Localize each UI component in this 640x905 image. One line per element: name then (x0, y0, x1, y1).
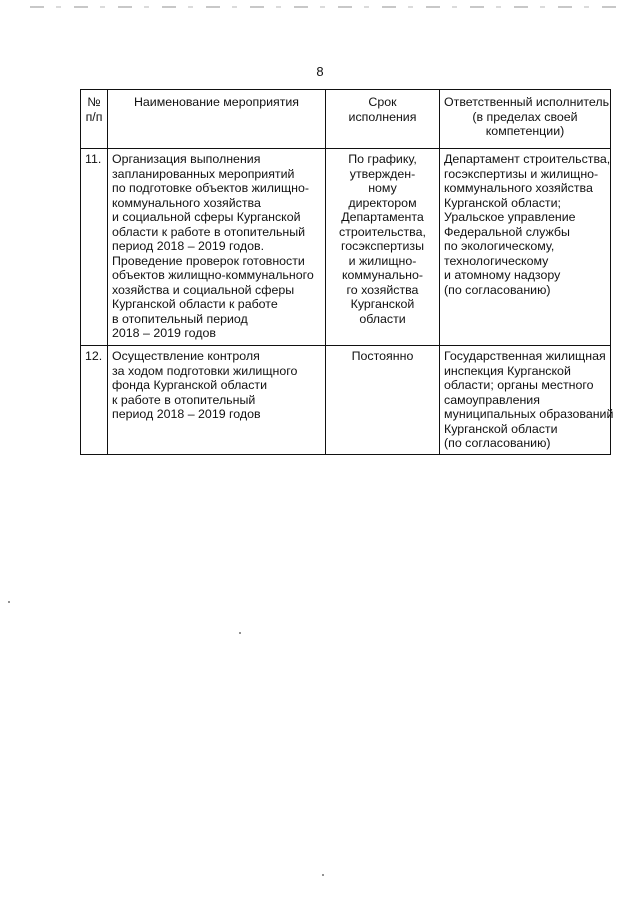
event-term (326, 346, 440, 455)
table-header-row (81, 90, 611, 149)
header-responsible-line: компетенции) (485, 124, 565, 138)
cell-line: за ходом подготовки жилищного (112, 363, 298, 378)
table-row (81, 346, 611, 455)
cell-line: коммунально- (341, 268, 424, 282)
cell-line: к работе в отопительный (112, 392, 256, 407)
header-num (81, 90, 108, 149)
cell-line: самоуправления (444, 392, 540, 407)
scan-speck (322, 874, 324, 876)
cell-line: коммунального хозяйства (112, 195, 261, 210)
header-term (326, 90, 440, 149)
cell-line: (по согласованию) (444, 282, 551, 297)
cell-line: Государственная жилищная (444, 349, 606, 363)
scan-artifact-line (30, 6, 620, 8)
cell-line: фонда Курганской области (112, 378, 267, 392)
cell-line: области; органы местного (444, 378, 594, 392)
cell-line: госэкспертизы (341, 239, 424, 253)
scan-speck (8, 601, 10, 603)
header-responsible-line: (в пределах своей (472, 109, 578, 124)
header-term-line: Срок (368, 95, 397, 109)
cell-line: Федеральной службы (444, 224, 570, 239)
cell-line: период 2018 – 2019 годов (112, 407, 261, 421)
header-responsible-line: Ответственный исполнитель (444, 95, 610, 109)
cell-line: госэкспертизы и жилищно- (444, 166, 599, 181)
page-number: 8 (316, 64, 324, 79)
header-num-line: п/п (85, 109, 103, 124)
cell-line: инспекция Курганской (444, 363, 571, 378)
cell-line: муниципальных образований (444, 407, 614, 421)
cell-line: и социальной сферы Курганской (112, 210, 301, 224)
cell-line: и жилищно- (348, 253, 417, 268)
cell-line: Проведение проверок готовности (112, 253, 305, 268)
row-number: 11. (81, 149, 108, 346)
event-name (108, 149, 326, 346)
cell-line: Организация выполнения (112, 152, 261, 166)
cell-line: строительства, (339, 224, 426, 239)
table-row (81, 149, 611, 346)
event-responsible (440, 149, 611, 346)
cell-line: и атомному надзору (444, 268, 561, 282)
cell-line: период 2018 – 2019 годов. (112, 239, 265, 253)
cell-line: го хозяйства (346, 282, 419, 297)
scan-speck (239, 632, 241, 634)
header-name (108, 90, 326, 149)
event-responsible (440, 346, 614, 455)
cell-line: в отопительный период (112, 311, 248, 326)
event-term (326, 149, 440, 346)
event-name (108, 346, 326, 455)
cell-line: области к работе в отопительный (112, 224, 306, 239)
cell-line: утвержден- (349, 166, 416, 181)
cell-line: по подготовке объектов жилищно- (112, 181, 310, 195)
cell-line: объектов жилищно-коммунального (112, 268, 314, 282)
cell-line: по экологическому, (444, 239, 555, 253)
cell-line: Уральское управление (444, 210, 576, 224)
header-name-line: Наименование мероприятия (133, 95, 300, 109)
cell-line: области (359, 311, 406, 326)
header-num-line: № (87, 95, 101, 109)
cell-line: По графику, (348, 152, 417, 166)
events-table (80, 89, 614, 455)
cell-line: технологическому (444, 253, 549, 268)
cell-line: Курганской (350, 297, 415, 311)
cell-line: Постоянно (351, 349, 414, 363)
cell-line: Департамент строительства, (444, 152, 611, 166)
cell-line: 2018 – 2019 годов (112, 326, 216, 340)
cell-line: Курганской области к работе (112, 297, 278, 311)
cell-line: коммунального хозяйства (444, 181, 593, 195)
cell-line: директором (348, 195, 417, 210)
cell-line: хозяйства и социальной сферы (112, 282, 295, 297)
cell-line: Курганской области (444, 421, 558, 436)
cell-line: запланированных мероприятий (112, 166, 295, 181)
cell-line: (по согласованию) (444, 436, 551, 450)
header-responsible (440, 90, 611, 149)
cell-line: Департамента (341, 210, 424, 224)
cell-line: Курганской области; (444, 195, 561, 210)
header-term-line: исполнения (348, 109, 417, 124)
cell-line: ному (368, 181, 397, 195)
row-number: 12. (81, 346, 108, 455)
cell-line: Осуществление контроля (112, 349, 260, 363)
